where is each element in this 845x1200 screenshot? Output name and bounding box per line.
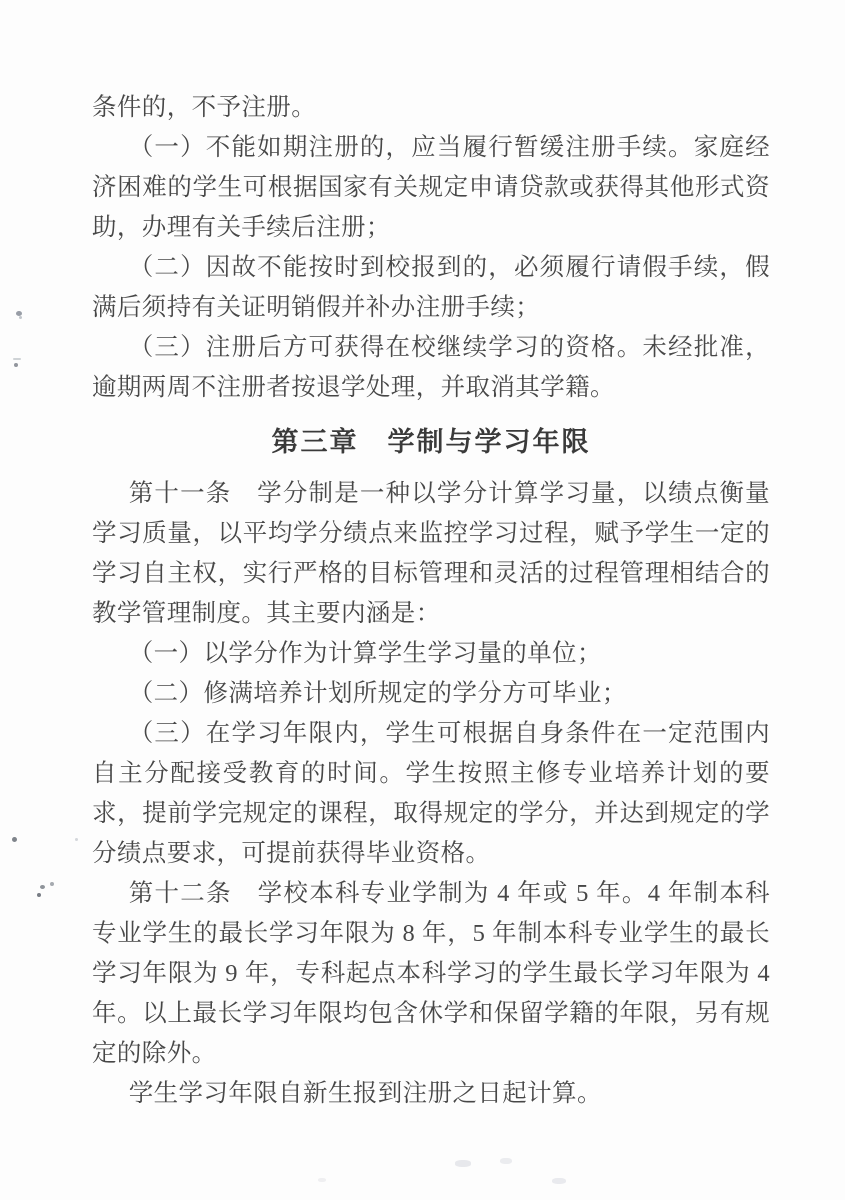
article-11-item-3: （三）在学习年限内，学生可根据自身条件在一定范围内自主分配接受教育的时间。学生按照主修专业培养计划的要求，提前学完规定的课程，取得规定的学分，并达到规定的学分绩点要求，可提前获得毕业资格。 (92, 720, 770, 867)
scan-speck (50, 882, 54, 886)
document-content (92, 88, 770, 1114)
scan-smudge (318, 1178, 326, 1182)
scan-speck (40, 885, 45, 889)
scan-smudge (500, 1158, 512, 1164)
article-11-item-2: （二）修满培养计划所规定的学分方可毕业； (128, 680, 627, 707)
article-11-paragraph: 第十一条 学分制是一种以学分计算学习量，以绩点衡量学习质量，以平均学分绩点来监控学习过程，赋予学生一定的学习自主权，实行严格的目标管理和灵活的过程管理相结合的教学管理制度。其主要内涵是： (92, 480, 770, 627)
clause-item-1: （一）不能如期注册的，应当履行暂缓注册手续。家庭经济困难的学生可根据国家有关规定申请贷款或获得其他形式资助，办理有关手续后注册； (92, 134, 770, 241)
continuation-paragraph: 条件的，不予注册。 (92, 94, 317, 121)
scan-smudge (455, 1160, 471, 1167)
clause-item-2: （二）因故不能按时到校报到的，必须履行请假手续，假满后须持有关证明销假并补办注册手续； (92, 254, 770, 321)
scan-speck (37, 893, 41, 897)
article-12-paragraph: 第十二条 学校本科专业学制为 4 年或 5 年。4 年制本科专业学生的最长学习年限为 8 年，5 年制本科专业学生的最长学习年限为 9 年，专科起点本科学习的学生最长学习年限为 4 年。以上最长学习年限均包含休学和保留学籍的年限，另有规定的除外。 (92, 880, 770, 1067)
article-11-item-1: （一）以学分作为计算学生学习量的单位； (128, 640, 602, 667)
scan-speck (14, 363, 18, 367)
scan-speck (19, 316, 22, 319)
article-12-note: 学生学习年限自新生报到注册之日起计算。 (128, 1080, 602, 1107)
scan-smudge (552, 1178, 566, 1184)
clause-item-3: （三）注册后方可获得在校继续学习的资格。未经批准，逾期两周不注册者按退学处理，并取消其学籍。 (92, 334, 770, 401)
chapter-heading: 第三章 学制与学习年限 (271, 427, 591, 457)
scan-speck (13, 358, 21, 360)
scan-speck (75, 838, 78, 841)
scan-speck (12, 837, 17, 842)
